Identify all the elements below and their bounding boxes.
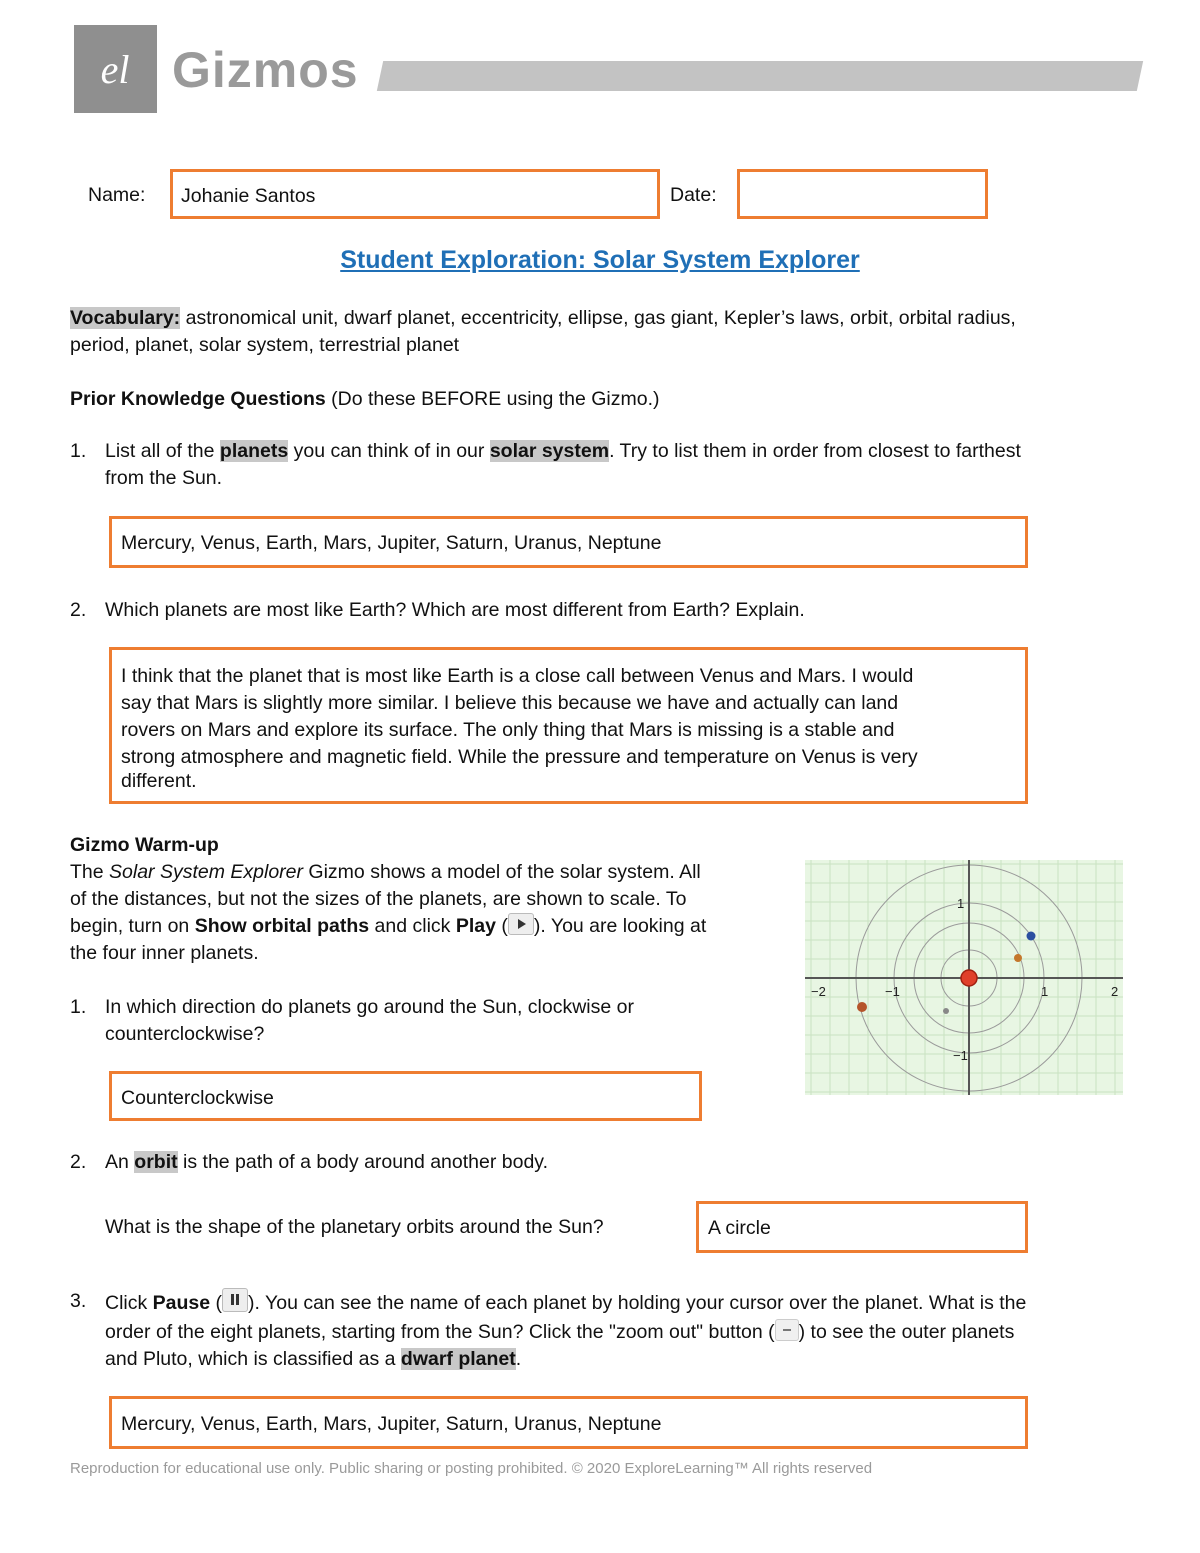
warmup-q3-line-2-a: order of the eight planets, starting from the Sun? Click the "zoom out" button ( <box>105 1321 775 1343</box>
warmup-q1-answer-box[interactable] <box>109 1071 702 1121</box>
date-label: Date: <box>670 184 717 206</box>
warmup-q3-line-2 <box>105 1319 1175 1346</box>
q2-number: 2. <box>70 599 87 621</box>
term-orbit: orbit <box>134 1151 178 1173</box>
warmup-q3-answer: Mercury, Venus, Earth, Mars, Jupiter, Saturn, Uranus, Neptune <box>121 1413 662 1435</box>
warmup-q2-number: 2. <box>70 1151 87 1173</box>
q2-answer-line-5: different. <box>121 770 197 792</box>
q1-answer: Mercury, Venus, Earth, Mars, Jupiter, Saturn, Uranus, Neptune <box>121 532 662 554</box>
q1-text-b: you can think of in our <box>288 440 490 462</box>
warmup-heading-text: Gizmo Warm-up <box>70 834 219 856</box>
warmup-q2-answer: A circle <box>708 1217 771 1239</box>
warmup-q1-line-2: counterclockwise? <box>105 1023 265 1045</box>
gizmo-name: Solar System Explorer <box>109 861 304 883</box>
orbit-diagram <box>805 860 1123 1095</box>
warmup-line-1-a: The <box>70 861 110 883</box>
q2-answer-line-3: rovers on Mars and explore its surface. The only thing that Mars is missing is a stable and <box>121 719 895 741</box>
warmup-q2-question: What is the shape of the planetary orbits around the Sun? <box>105 1216 604 1238</box>
zoom-out-icon <box>775 1319 799 1341</box>
name-field[interactable] <box>170 169 660 219</box>
name-label: Name: <box>88 184 146 206</box>
pause-label: Pause <box>152 1292 211 1314</box>
term-solar-system: solar system <box>489 440 610 462</box>
q1-text-line-2: from the Sun. <box>105 467 223 489</box>
logo-tile <box>74 25 157 113</box>
vocabulary-line-2: period, planet, solar system, terrestrial planet <box>70 334 460 356</box>
warmup-line-1 <box>70 859 701 886</box>
warmup-q3-line-3 <box>105 1346 521 1373</box>
warmup-heading <box>70 832 219 859</box>
prior-heading-note: (Do these BEFORE using the Gizmo.) <box>325 388 660 410</box>
x-tick-neg2: −2 <box>811 984 826 999</box>
warmup-q3-line-3-c: . <box>515 1348 522 1370</box>
date-field[interactable] <box>737 169 988 219</box>
header-bar <box>377 61 1143 91</box>
warmup-q3-d: ). You can see the name of each planet by holding your cursor over the planet. What is the <box>248 1292 1027 1314</box>
term-dwarf-planet: dwarf planet <box>400 1348 516 1370</box>
warmup-line-3-c: and click <box>369 915 456 937</box>
warmup-line-1-b: Gizmo shows a model of the solar system. All <box>303 861 701 883</box>
svg-text:el: el <box>100 47 130 92</box>
q2-answer-line-1: I think that the planet that is most like Earth is a close call between Venus and Mars. I would <box>121 665 914 687</box>
footer-notice: Reproduction for educational use only. Public sharing or posting prohibited. © 2020 ExploreLearning™ All rights reserved <box>70 1460 873 1477</box>
vocabulary-terms-1: astronomical unit, dwarf planet, eccentricity, ellipse, gas giant, Kepler’s laws, orbit, orbital radius, <box>180 307 1016 329</box>
warmup-q3-c: ( <box>210 1292 223 1314</box>
q1-answer-box[interactable] <box>109 516 1028 568</box>
mars-icon <box>857 1002 867 1012</box>
q2-answer-line-2: say that Mars is slightly more similar. I believe this because we have and actually can land <box>121 692 899 714</box>
warmup-q3-line-2-b: ) to see the outer planets <box>798 1321 1015 1343</box>
el-logo-icon <box>74 25 157 113</box>
warmup-line-2: of the distances, but not the sizes of the planets, are shown to scale. To <box>70 888 687 910</box>
warmup-q2-answer-box[interactable] <box>696 1201 1028 1253</box>
warmup-q3-number: 3. <box>70 1290 87 1312</box>
mercury-icon <box>943 1008 949 1014</box>
brand-name: Gizmos <box>172 42 359 98</box>
vocabulary-label: Vocabulary: <box>70 307 181 329</box>
play-label: Play <box>455 915 496 937</box>
earth-icon <box>1027 932 1036 941</box>
solar-system-figure <box>805 860 1123 1095</box>
warmup-q2-text <box>105 1149 548 1176</box>
page-title: Student Exploration: Solar System Explorer <box>340 246 860 274</box>
q1-text-a: List all of the <box>105 440 220 462</box>
q1-number: 1. <box>70 440 87 462</box>
show-orbital-paths-label: Show orbital paths <box>194 915 370 937</box>
x-tick-1: 1 <box>1041 984 1049 999</box>
warmup-line-3 <box>70 913 706 940</box>
warmup-q3-line-1 <box>105 1288 1175 1317</box>
play-icon <box>508 913 534 935</box>
warmup-q1-number: 1. <box>70 996 87 1018</box>
warmup-line-3-f: ). You are looking at <box>533 915 707 937</box>
warmup-q2-text-a: An <box>105 1151 135 1173</box>
warmup-line-4: the four inner planets. <box>70 942 259 964</box>
warmup-q3-line-3-a: and Pluto, which is classified as a <box>105 1348 401 1370</box>
warmup-line-3-a: begin, turn on <box>70 915 195 937</box>
y-tick-neg1: −1 <box>953 1048 968 1063</box>
y-tick-1: 1 <box>957 896 965 911</box>
name-value: Johanie Santos <box>181 185 316 207</box>
prior-knowledge-heading <box>70 386 660 413</box>
q2-text: Which planets are most like Earth? Which are most different from Earth? Explain. <box>105 599 805 621</box>
warmup-line-3-e: ( <box>495 915 508 937</box>
warmup-q2-text-b: is the path of a body around another body. <box>177 1151 549 1173</box>
term-planets: planets <box>219 440 289 462</box>
q1-text <box>105 438 1155 465</box>
x-tick-2: 2 <box>1111 984 1119 999</box>
pause-icon <box>222 1288 248 1312</box>
prior-heading: Prior Knowledge Questions <box>70 388 326 410</box>
q1-text-c: . Try to list them in order from closest to farthest <box>609 440 1021 462</box>
warmup-q1-answer: Counterclockwise <box>121 1087 274 1109</box>
q2-answer-line-4: strong atmosphere and magnetic field. While the pressure and temperature on Venus is very <box>121 746 918 768</box>
q2-answer-box[interactable] <box>109 647 1028 804</box>
sun-icon <box>961 970 977 986</box>
warmup-q3-answer-box[interactable] <box>109 1396 1028 1449</box>
vocabulary-line-1 <box>70 305 1150 332</box>
x-tick-neg1: −1 <box>885 984 900 999</box>
warmup-q1-line-1: In which direction do planets go around the Sun, clockwise or <box>105 996 634 1018</box>
venus-icon <box>1014 954 1022 962</box>
warmup-q3-a: Click <box>105 1292 153 1314</box>
